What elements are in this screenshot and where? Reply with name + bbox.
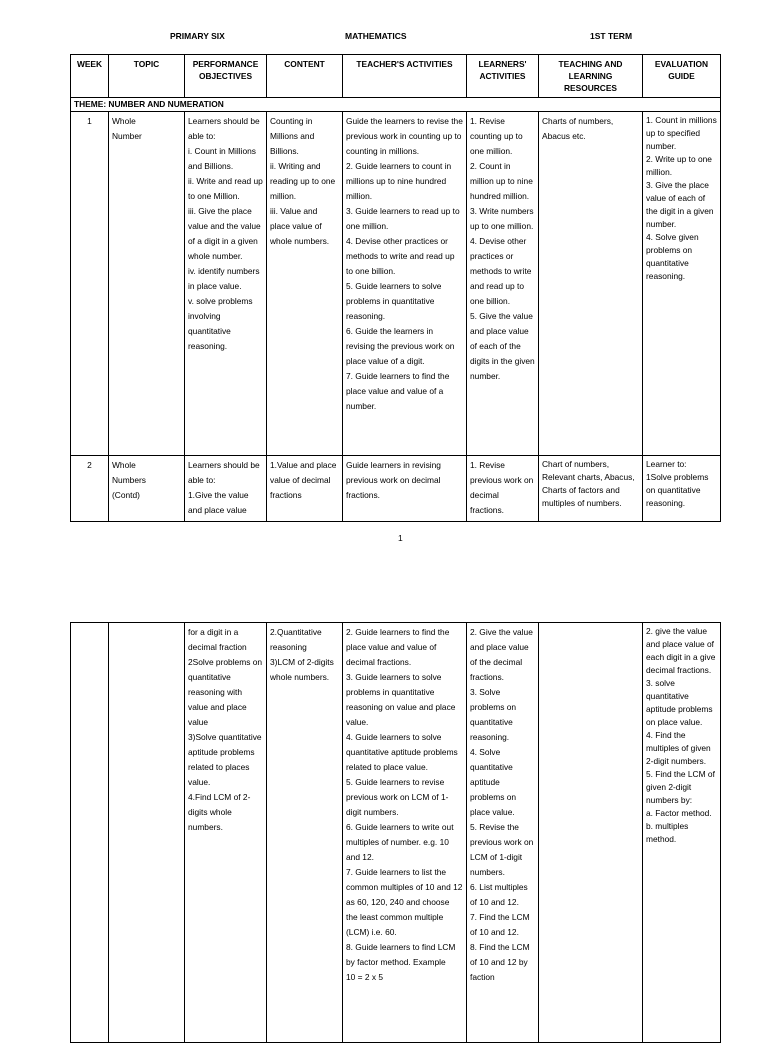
- evaluation-cell: 2. give the value and place value of each digit in a give decimal fractions. 3. solve quantitative aptitude problems on place value. 4. Find the multiples of given 2-digit numbers. 5. Find the LCM of given 2-digit numbers by: a. Factor method. b. multiples method.: [643, 623, 721, 1043]
- teacher-activities-cell: Guide the learners to revise the previous work in counting up to counting in millions. 2. Guide learners to count in millions up to nine hundred million. 3. Guide learners to read up to one million. 4. Devise other practices or methods to write and read up to one billion. 5. Guide learners to solve problems in quantitative reasoning. 6. Guide the learners in revising the previous work on place value of a digit. 7. Guide learners to find the place value and value of a number.: [343, 112, 467, 456]
- col-header-learners: LEARNERS' ACTIVITIES: [467, 55, 539, 98]
- theme-label: THEME: NUMBER AND NUMERATION: [71, 98, 721, 112]
- week-cell: 2: [71, 456, 109, 522]
- term-label: 1ST TERM: [590, 31, 633, 41]
- resources-cell: Charts of numbers, Abacus etc.: [539, 112, 643, 456]
- col-header-resources: TEACHING AND LEARNING RESOURCES: [539, 55, 643, 98]
- evaluation-cell: 1. Count in millions up to specified number. 2. Write up to one million. 3. Give the place value of each of the digit in a given number. 4. Solve given problems on quantitative reasoning.: [643, 112, 721, 456]
- learner-activities-cell: 2. Give the value and place value of the decimal fractions. 3. Solve problems on quantitative reasoning. 4. Solve quantitative aptitude problems on place value. 5. Revise the previous work on LCM of 1-digit numbers. 6. List multiples of 10 and 12. 7. Find the LCM of 10 and 12. 8. Find the LCM of 10 and 12 by faction: [467, 623, 539, 1043]
- resources-cell: [539, 623, 643, 1043]
- table-row: [71, 112, 721, 456]
- content-cell: 2.Quantitative reasoning 3)LCM of 2-digits whole numbers.: [267, 623, 343, 1043]
- week-cell: [71, 623, 109, 1043]
- evaluation-cell: Learner to: 1Solve problems on quantitative reasoning.: [643, 456, 721, 522]
- col-header-content: CONTENT: [267, 55, 343, 98]
- continuation-table: [70, 622, 721, 1043]
- col-header-objectives: PERFORMANCE OBJECTIVES: [185, 55, 267, 98]
- table-row: [71, 623, 721, 1043]
- col-header-topic: TOPIC: [109, 55, 185, 98]
- page-number: 1: [398, 533, 403, 543]
- learner-activities-cell: 1. Revise counting up to one million. 2. Count in million up to nine hundred million. 3. Write numbers up to one million. 4. Devise other practices or methods to write and read up to one billion. 5. Give the value and place value of each of the digits in the given number.: [467, 112, 539, 456]
- week-cell: 1: [71, 112, 109, 456]
- scheme-table: [70, 54, 721, 522]
- class-label: PRIMARY SIX: [170, 31, 225, 41]
- teacher-activities-cell: 2. Guide learners to find the place value and value of decimal fractions. 3. Guide learners to solve problems in quantitative reasoning on value and place value. 4. Guide learners to solve quantitative aptitude problems related to place value. 5. Guide learners to revise previous work on LCM of 1-digit numbers. 6. Guide learners to write out multiples of number. e.g. 10 and 12. 7. Guide learners to list the common multiples of 10 and 12 as 60, 120, 240 and choose the least common multiple (LCM) i.e. 60. 8. Guide learners to find LCM by factor method. Example 10 = 2 x 5: [343, 623, 467, 1043]
- topic-cell: [109, 623, 185, 1043]
- col-header-evaluation: EVALUATION GUIDE: [643, 55, 721, 98]
- topic-cell: Whole Number: [109, 112, 185, 456]
- resources-cell: Chart of numbers, Relevant charts, Abacus, Charts of factors and multiples of numbers.: [539, 456, 643, 522]
- theme-row: [71, 98, 721, 112]
- table-header-row: [71, 55, 721, 98]
- objectives-cell: for a digit in a decimal fraction 2Solve problems on quantitative reasoning with value and place value 3)Solve quantitative aptitude problems related to places value. 4.Find LCM of 2-digits whole numbers.: [185, 623, 267, 1043]
- content-cell: Counting in Millions and Billions. ii. Writing and reading up to one million. iii. Value and place value of whole numbers.: [267, 112, 343, 456]
- objectives-cell: Learners should be able to: 1.Give the value and place value: [185, 456, 267, 522]
- topic-cell: Whole Numbers (Contd): [109, 456, 185, 522]
- learner-activities-cell: 1. Revise previous work on decimal fractions.: [467, 456, 539, 522]
- col-header-teacher: TEACHER'S ACTIVITIES: [343, 55, 467, 98]
- subject-label: MATHEMATICS: [345, 31, 407, 41]
- table-row: [71, 456, 721, 522]
- content-cell: 1.Value and place value of decimal fractions: [267, 456, 343, 522]
- col-header-week: WEEK: [71, 55, 109, 98]
- teacher-activities-cell: Guide learners in revising previous work on decimal fractions.: [343, 456, 467, 522]
- objectives-cell: Learners should be able to: i. Count in Millions and Billions. ii. Write and read up to one Million. iii. Give the place value and the value of a digit in a given whole number. iv. identify numbers in place value. v. solve problems involving quantitative reasoning.: [185, 112, 267, 456]
